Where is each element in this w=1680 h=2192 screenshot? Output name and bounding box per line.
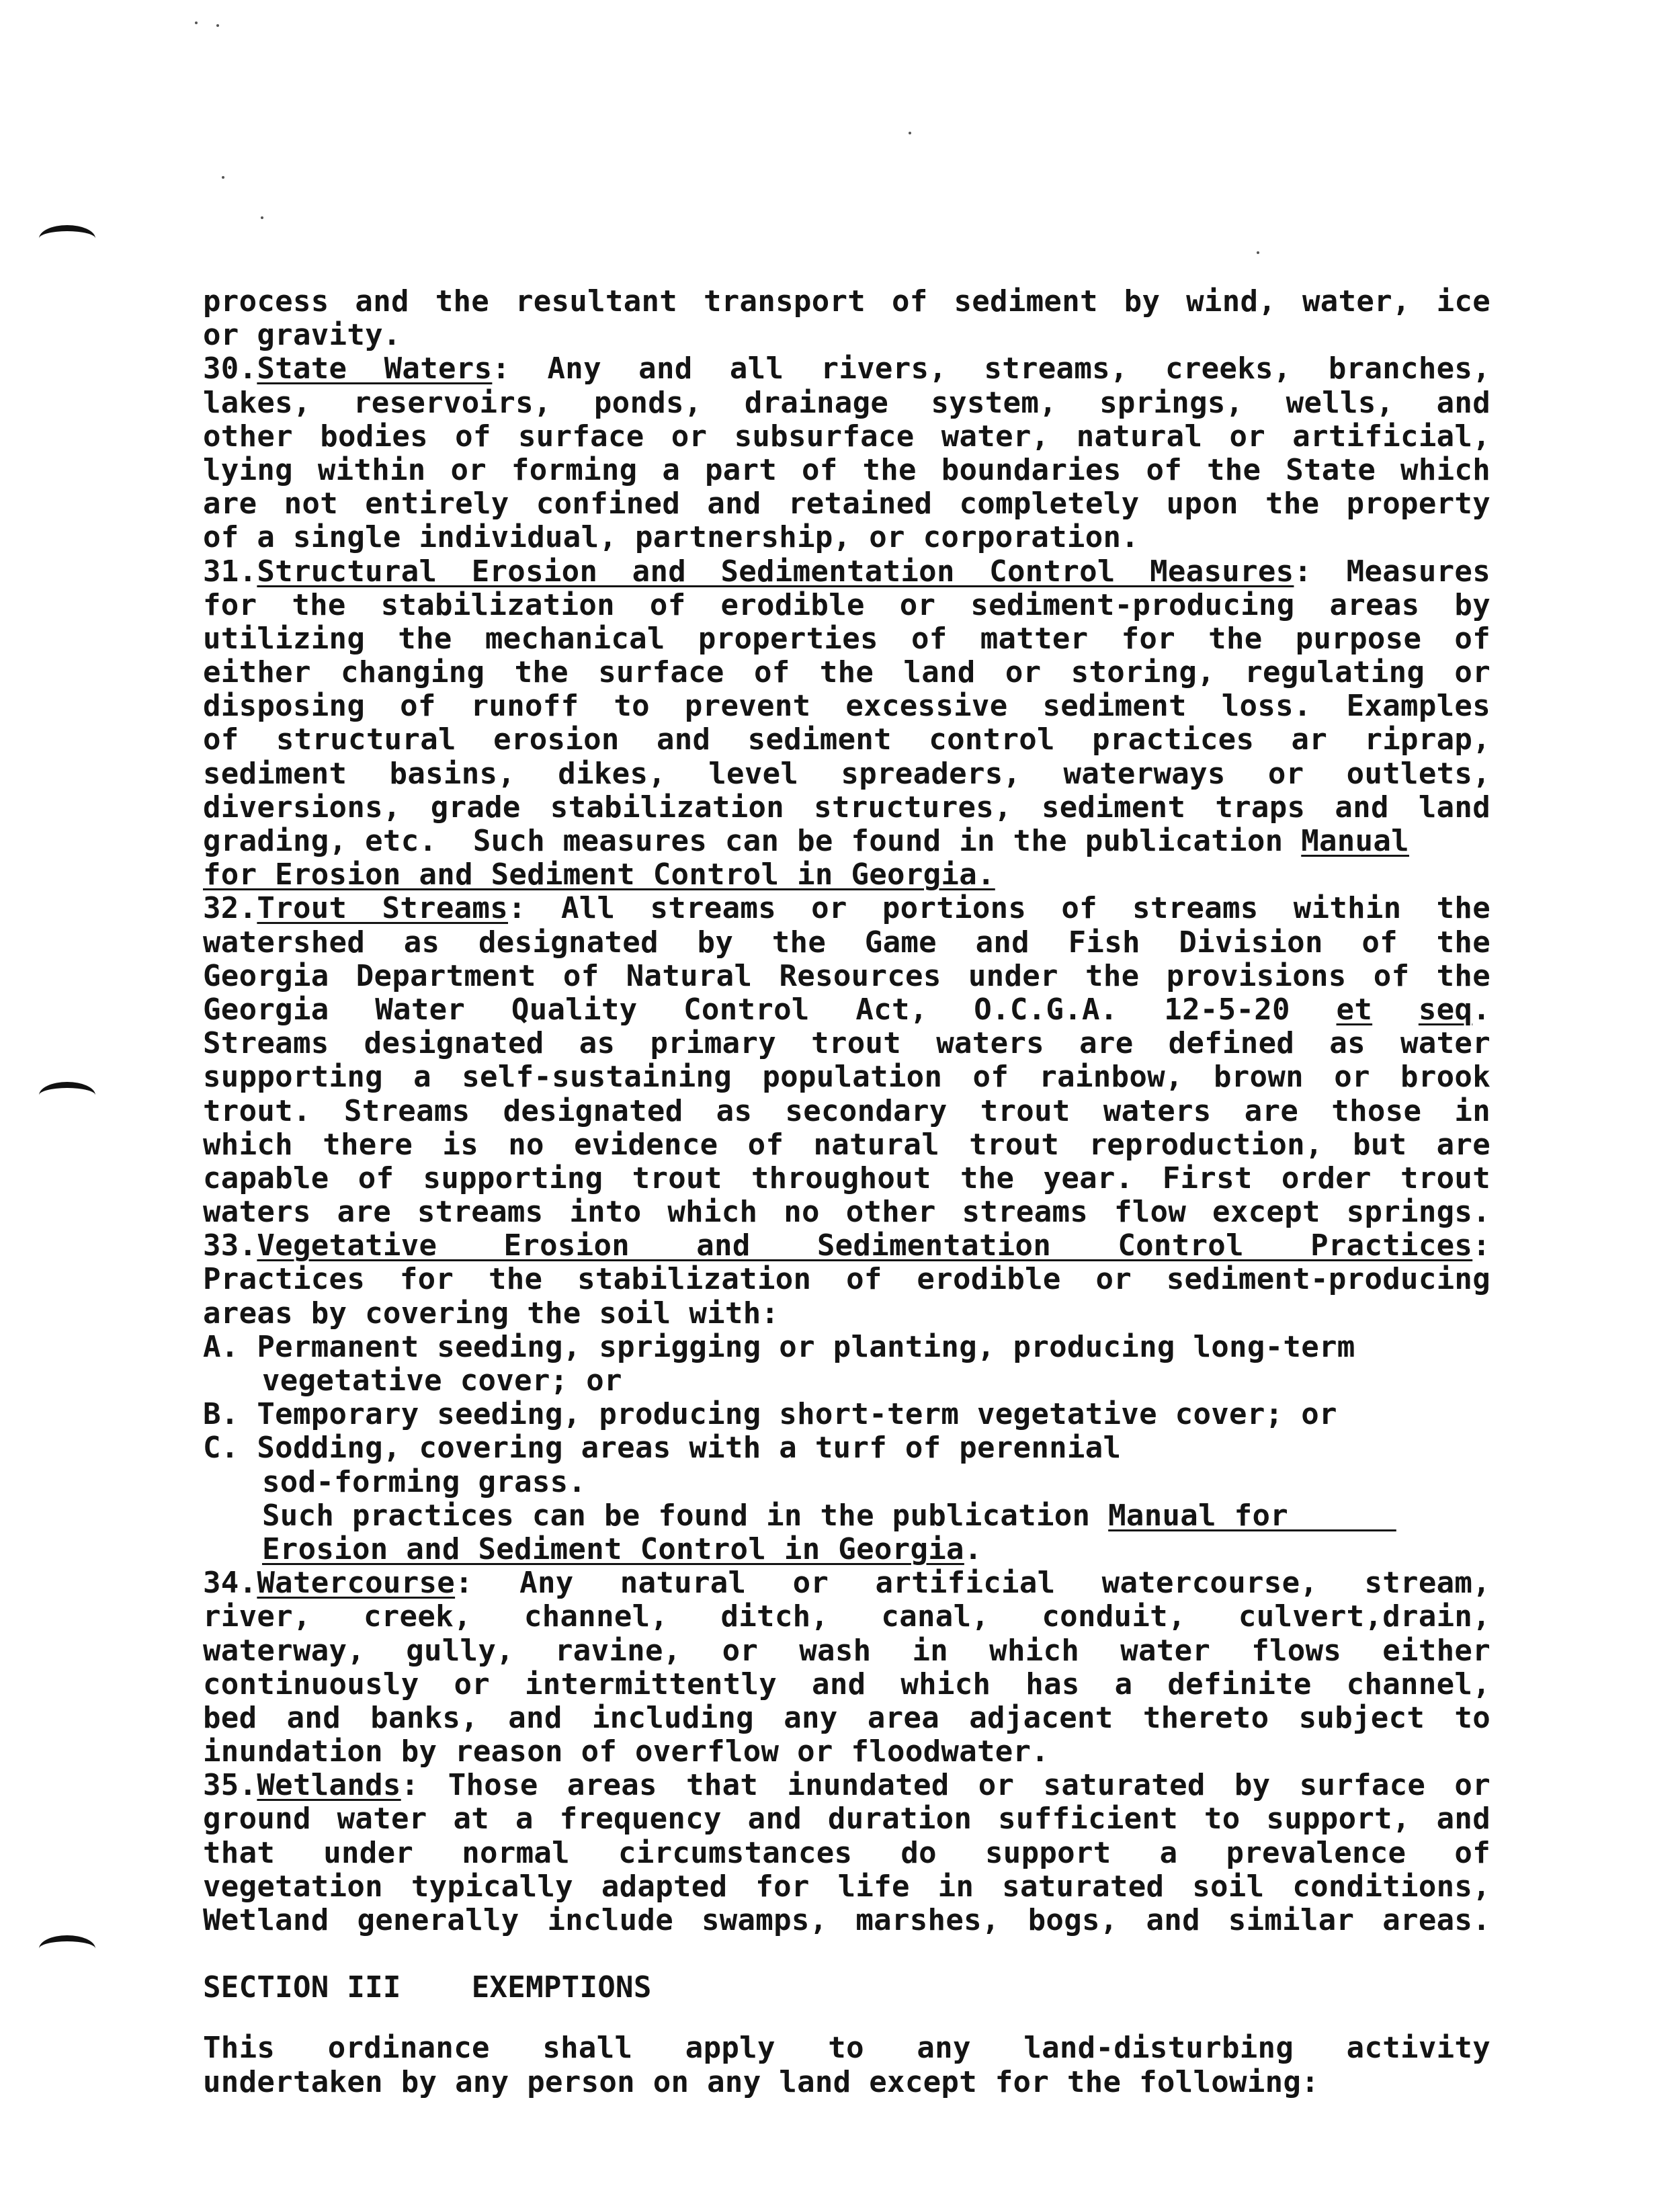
text-line: This ordinance shall apply to any land-disturbing activity [203,2031,1490,2066]
section-heading [203,1971,1490,2005]
text-line: either changing the surface of the land or storing, regulating or [203,655,1490,690]
text-line: or gravity. [203,318,401,353]
text-segment: grading, etc. Such measures can be found in the publication [203,824,1302,858]
text-line: utilizing the mechanical properties of matter for the purpose of [203,621,1490,656]
text-segment: Such practices can be found in the publication [262,1498,1109,1533]
text-segment [1372,993,1419,1027]
text-line: sediment basins, dikes, level spreaders, waterways or outlets, [203,756,1490,791]
scan-speck [261,216,263,219]
text-line: process and the resultant transport of sediment by wind, water, ice [203,284,1490,319]
text-line: for the stabilization of erodible or sediment-producing areas by [203,587,1490,622]
text-line: capable of supporting trout throughout the year. First order trout [203,1161,1490,1195]
term-separator: : [1472,1228,1490,1263]
definition-number: 35. [203,1768,257,1803]
text-line: other bodies of surface or subsurface water, natural or artificial, [203,419,1490,454]
publication-reference: Erosion and Sediment Control in Georgia [262,1531,964,1566]
publication-reference: for Erosion and Sediment Control in Georgia. [203,857,995,892]
term-separator: : [455,1566,520,1601]
text-line: diversions, grade stabilization structures, sediment traps and land [203,790,1490,825]
term-separator: : [401,1768,448,1803]
text-line: are not entirely confined and retained completely upon the property [203,487,1490,521]
punch-hole-bottom [39,1935,95,1962]
text-line: waters are streams into which no other streams flow except springs. [203,1195,1490,1230]
defined-term: Watercourse [257,1566,456,1601]
punch-hole-top [39,225,95,252]
text-line: undertaken by any person on any land except for the following: [203,2064,1319,2099]
term-separator: : [1294,554,1347,589]
text-line [203,993,1490,1027]
text-segment: Those areas that inundated or saturated by surface or [448,1768,1490,1803]
punch-hole-middle [39,1082,95,1109]
publication-reference: Manual [1301,824,1409,858]
text-line: Streams designated as primary trout waters are defined as water [203,1026,1490,1061]
definition-number: 33. [203,1228,257,1263]
text-line: trout. Streams designated as secondary trout waters are those in [203,1093,1490,1128]
definition-number: 31. [203,554,257,589]
list-item-c: C. Sodding, covering areas with a turf of perennial [203,1431,1122,1466]
term-separator: : [492,351,548,386]
scan-speck [222,176,224,179]
text-line: of structural erosion and sediment control practices ar riprap, [203,722,1490,757]
definition-number: 30. [203,351,257,386]
text-line: bed and banks, and including any area adjacent thereto subject to [203,1700,1490,1735]
spacer [203,2005,1490,2031]
text-line: watershed as designated by the Game and Fish Division of the [203,925,1490,960]
text-line: Wetland generally include swamps, marshes, bogs, and similar areas. [203,1903,1490,1937]
text-line: Practices for the stabilization of erodible or sediment-producing [203,1262,1490,1297]
defined-term: Wetlands [257,1768,401,1803]
list-item-a-continued: vegetative cover; or [262,1363,622,1398]
latin-term: seq [1418,992,1473,1027]
definition-35 [203,1769,1490,1802]
text-line: supporting a self-sustaining population of rainbow, brown or brook [203,1060,1490,1095]
section-title: EXEMPTIONS [471,1970,652,2005]
text-line: vegetation typically adapted for life in saturated soil conditions, [203,1869,1490,1904]
text-line [203,825,1490,858]
list-item-c-continued: sod-forming grass. [262,1464,587,1499]
spacer [203,1937,1490,1971]
list-item-a: A. Permanent seeding, sprigging or planting, producing long-term [203,1329,1355,1364]
scan-speck [195,22,198,24]
definition-number: 32. [203,891,257,926]
definition-30 [203,352,1490,386]
scan-speck [1257,251,1259,254]
text-line [203,1499,1490,1533]
text-line: river, creek, channel, ditch, canal, conduit, culvert,drain, [203,1599,1490,1634]
text-segment: Any natural or artificial watercourse, stream, [519,1566,1490,1601]
scan-speck [909,132,911,134]
definition-33 [203,1229,1490,1263]
defined-term: Structural Erosion and Sedimentation Control Measures [257,554,1294,589]
list-item-b: B. Temporary seeding, producing short-term vegetative cover; or [203,1397,1337,1432]
text-line: ground water at a frequency and duration sufficient to support, and [203,1802,1490,1837]
text-segment: Measures [1346,554,1490,589]
text-line: which there is no evidence of natural trout reproduction, but are [203,1127,1490,1162]
text-line [203,1533,1490,1566]
text-line: areas by covering the soil with: [203,1296,780,1331]
text-line: waterway, gully, ravine, or wash in which water flows either [203,1633,1490,1668]
text-line: continuously or intermittently and which has a definite channel, [203,1667,1490,1701]
section-number: SECTION III [203,1970,401,2005]
text-segment: . [964,1531,982,1566]
text-line: of a single individual, partnership, or corporation. [203,520,1140,555]
text-line: inundation by reason of overflow or floodwater. [203,1734,1050,1769]
definition-34 [203,1566,1490,1600]
text-line: lying within or forming a part of the boundaries of the State which [203,452,1490,487]
definition-31 [203,555,1490,589]
text-line: lakes, reservoirs, ponds, drainage system, springs, wells, and [203,385,1490,420]
text-line: disposing of runoff to prevent excessive sediment loss. Examples [203,689,1490,724]
text-segment: Any and all rivers, streams, creeks, branches, [547,351,1490,386]
text-segment: Georgia Water Quality Control Act, O.C.G.A. 12-5-20 [203,992,1337,1027]
text-segment: . [1472,992,1491,1027]
document-body [203,285,1490,2099]
defined-term: Trout Streams [257,891,509,926]
text-line: Georgia Department of Natural Resources under the provisions of the [203,958,1490,993]
defined-term: Vegetative Erosion and Sedimentation Control Practices [257,1228,1473,1263]
publication-reference: Manual for [1108,1498,1396,1533]
defined-term: State Waters [257,351,493,386]
text-segment: All streams or portions of streams within the [560,891,1490,926]
latin-term: et [1336,992,1373,1027]
term-separator: : [508,891,561,926]
text-line: that under normal circumstances do support a prevalence of [203,1835,1490,1870]
definition-32 [203,892,1490,925]
definition-number: 34. [203,1566,257,1601]
scan-speck [216,24,219,27]
